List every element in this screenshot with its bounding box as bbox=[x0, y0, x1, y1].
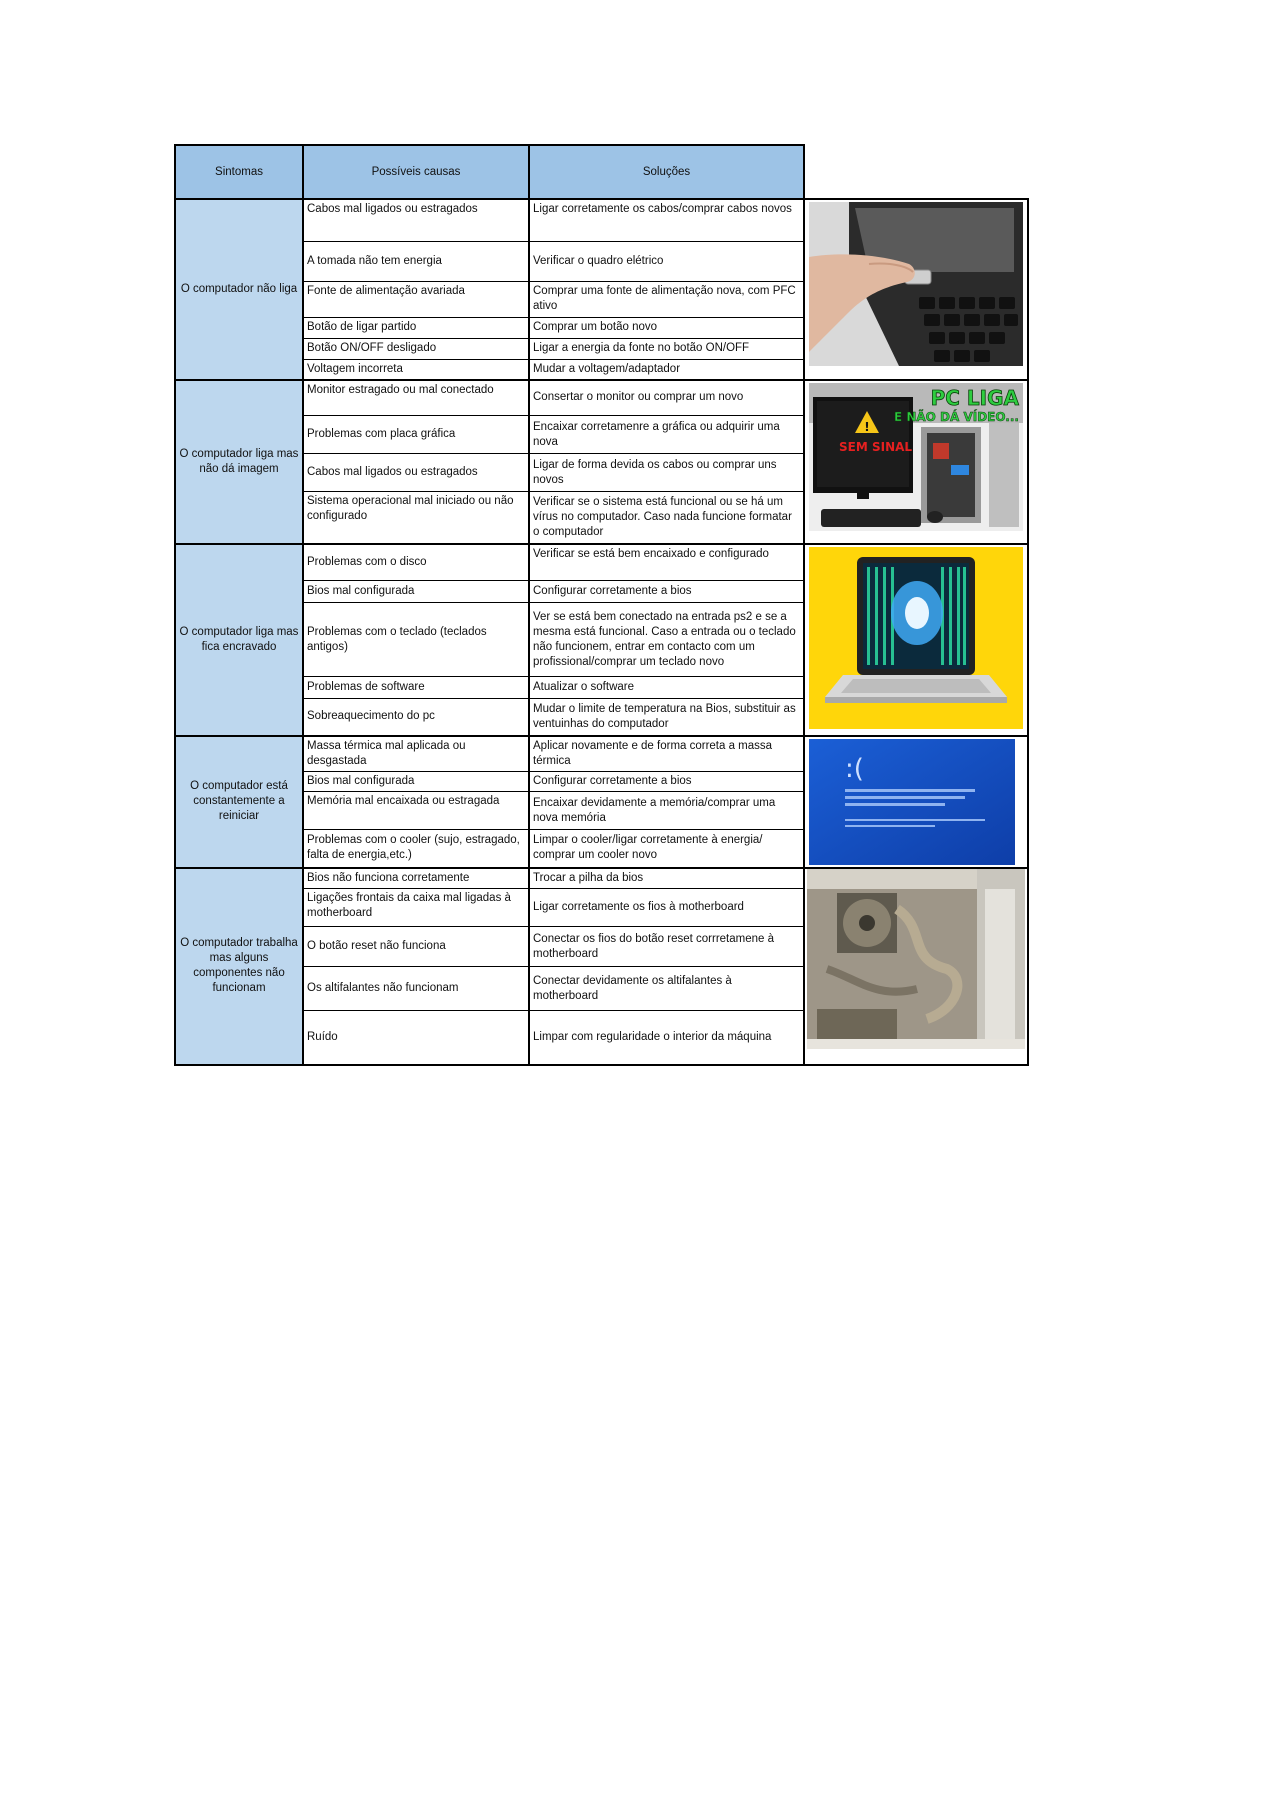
solution-cell: Configurar corretamente a bios bbox=[529, 581, 804, 603]
solution-cell: Ligar de forma devida os cabos ou comprar uns novos bbox=[529, 454, 804, 492]
symptom-cell: O computador está constantemente a reiniciar bbox=[175, 736, 303, 868]
solution-cell: Ligar corretamente os fios à motherboard bbox=[529, 889, 804, 927]
cause-cell: Sobreaquecimento do pc bbox=[303, 699, 529, 736]
image-cell bbox=[804, 736, 1028, 868]
cause-cell: Ligações frontais da caixa mal ligadas à motherboard bbox=[303, 889, 529, 927]
table-row bbox=[175, 544, 1028, 581]
cause-cell: Cabos mal ligados ou estragados bbox=[303, 454, 529, 492]
pc-liga-label: PC LIGA bbox=[930, 385, 1019, 410]
solution-cell: Verificar se está bem encaixado e configurado bbox=[529, 544, 804, 581]
solution-cell: Comprar um botão novo bbox=[529, 317, 804, 338]
nao-da-video-label: E NÃO DÁ VÍDEO... bbox=[893, 409, 1019, 424]
solution-cell: Conectar devidamente os altifalantes à motherboard bbox=[529, 967, 804, 1011]
table-row bbox=[175, 199, 1028, 241]
cause-cell: Memória mal encaixada ou estragada bbox=[303, 792, 529, 830]
cause-cell: Bios mal configurada bbox=[303, 581, 529, 603]
header-causes: Possíveis causas bbox=[303, 145, 529, 199]
cause-cell: Problemas de software bbox=[303, 677, 529, 699]
sad-face-label: :( bbox=[845, 753, 864, 784]
solution-cell: Trocar a pilha da bios bbox=[529, 868, 804, 889]
header-symptoms: Sintomas bbox=[175, 145, 303, 199]
image-cell bbox=[804, 544, 1028, 736]
table-row bbox=[175, 380, 1028, 416]
cause-cell: Voltagem incorreta bbox=[303, 359, 529, 380]
header-solutions: Soluções bbox=[529, 145, 804, 199]
solution-cell: Mudar o limite de temperatura na Bios, substituir as ventuinhas do computador bbox=[529, 699, 804, 736]
image-cell bbox=[804, 868, 1028, 1065]
cause-cell: Cabos mal ligados ou estragados bbox=[303, 199, 529, 241]
solution-cell: Atualizar o software bbox=[529, 677, 804, 699]
cause-cell: Massa térmica mal aplicada ou desgastada bbox=[303, 736, 529, 772]
table-row bbox=[175, 868, 1028, 889]
frozen-laptop-screen-photo bbox=[809, 547, 1023, 729]
cause-cell: Problemas com placa gráfica bbox=[303, 416, 529, 454]
cause-cell: Problemas com o teclado (teclados antigos) bbox=[303, 603, 529, 677]
solution-cell: Configurar corretamente a bios bbox=[529, 772, 804, 792]
solution-cell: Ligar corretamente os cabos/comprar cabos novos bbox=[529, 199, 804, 241]
solution-cell: Ligar a energia da fonte no botão ON/OFF bbox=[529, 338, 804, 359]
solution-cell: Mudar a voltagem/adaptador bbox=[529, 359, 804, 380]
cause-cell: Problemas com o disco bbox=[303, 544, 529, 581]
cause-cell: Sistema operacional mal iniciado ou não configurado bbox=[303, 492, 529, 544]
dusty-pc-internals-photo bbox=[807, 869, 1025, 1049]
image-cell bbox=[804, 380, 1028, 544]
solution-cell: Encaixar corretamenre a gráfica ou adquirir uma nova bbox=[529, 416, 804, 454]
laptop-power-button-photo bbox=[809, 202, 1023, 366]
header-row bbox=[175, 145, 1028, 199]
cause-cell: Problemas com o cooler (sujo, estragado, falta de energia,etc.) bbox=[303, 830, 529, 868]
symptom-cell: O computador liga mas não dá imagem bbox=[175, 380, 303, 544]
cause-cell: Fonte de alimentação avariada bbox=[303, 281, 529, 317]
solution-cell: Ver se está bem conectado na entrada ps2 e se a mesma está funcional. Caso a entrada ou o teclado não funcionem, entrar em contacto com um profissional/comprar um teclado novo bbox=[529, 603, 804, 677]
sem-sinal-label: SEM SINAL bbox=[839, 439, 913, 454]
solution-cell: Aplicar novamente e de forma correta a massa térmica bbox=[529, 736, 804, 772]
blue-screen-error-photo bbox=[809, 739, 1023, 865]
solution-cell: Consertar o monitor ou comprar um novo bbox=[529, 380, 804, 416]
cause-cell: Ruído bbox=[303, 1011, 529, 1065]
cause-cell: Bios não funciona corretamente bbox=[303, 868, 529, 889]
cause-cell: Botão de ligar partido bbox=[303, 317, 529, 338]
solution-cell: Comprar uma fonte de alimentação nova, com PFC ativo bbox=[529, 281, 804, 317]
header-blank bbox=[804, 145, 1028, 199]
cause-cell: Botão ON/OFF desligado bbox=[303, 338, 529, 359]
solution-cell: Verificar o quadro elétrico bbox=[529, 241, 804, 281]
cause-cell: Monitor estragado ou mal conectado bbox=[303, 380, 529, 416]
solution-cell: Verificar se o sistema está funcional ou se há um vírus no computador. Caso nada funcione formatar o computador bbox=[529, 492, 804, 544]
cause-cell: Bios mal configurada bbox=[303, 772, 529, 792]
solution-cell: Limpar o cooler/ligar corretamente à energia/ comprar um cooler novo bbox=[529, 830, 804, 868]
symptom-cell: O computador não liga bbox=[175, 199, 303, 380]
troubleshooting-table bbox=[174, 144, 1029, 1066]
symptom-cell: O computador trabalha mas alguns componentes não funcionam bbox=[175, 868, 303, 1065]
svg-text:!: ! bbox=[864, 419, 870, 434]
cause-cell: Os altifalantes não funcionam bbox=[303, 967, 529, 1011]
no-signal-monitor-photo bbox=[809, 383, 1023, 531]
symptom-cell: O computador liga mas fica encravado bbox=[175, 544, 303, 736]
cause-cell: A tomada não tem energia bbox=[303, 241, 529, 281]
solution-cell: Conectar os fios do botão reset corrretamene à motherboard bbox=[529, 927, 804, 967]
cause-cell: O botão reset não funciona bbox=[303, 927, 529, 967]
image-cell bbox=[804, 199, 1028, 380]
solution-cell: Encaixar devidamente a memória/comprar uma nova memória bbox=[529, 792, 804, 830]
solution-cell: Limpar com regularidade o interior da máquina bbox=[529, 1011, 804, 1065]
table-row bbox=[175, 736, 1028, 772]
